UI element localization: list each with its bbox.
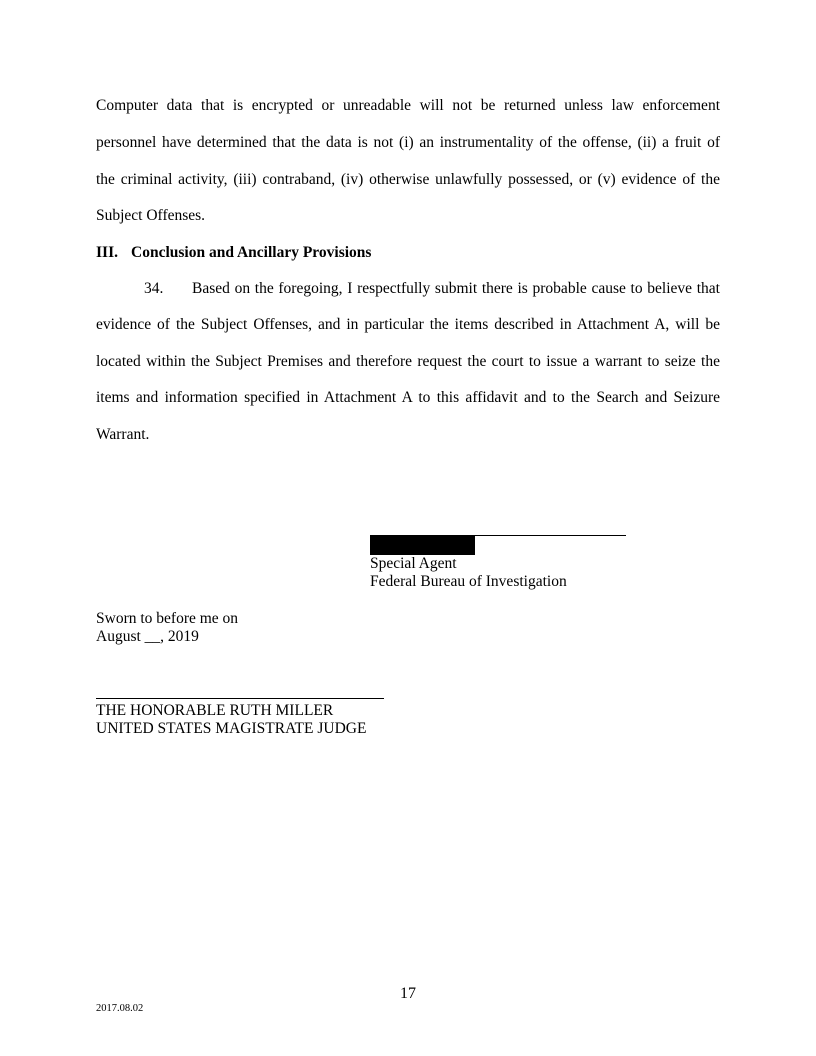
judge-signature-line (96, 698, 384, 699)
form-version-code: 2017.08.02 (96, 1003, 144, 1014)
paragraph-line: evidence of the Subject Offenses, and in particular the items described in Attachment A, will be (96, 316, 720, 333)
paragraph-line: Warrant. (96, 426, 150, 443)
paragraph-line: personnel have determined that the data is not (i) an instrumentality of the offense, (ii) a fruit of (96, 134, 720, 151)
sworn-date: August __, 2019 (96, 628, 199, 645)
section-title: Conclusion and Ancillary Provisions (131, 244, 372, 261)
affiant-agency: Federal Bureau of Investigation (370, 573, 567, 590)
section-heading (96, 244, 371, 262)
affiant-title: Special Agent (370, 555, 457, 572)
section-number: III. (96, 244, 118, 261)
page-number: 17 (400, 985, 416, 1002)
sworn-line-1: Sworn to before me on (96, 610, 239, 627)
paragraph-line: Subject Offenses. (96, 207, 206, 224)
paragraph-first-line (144, 280, 720, 300)
paragraph-line: located within the Subject Premises and therefore request the court to issue a warrant to seize the (96, 353, 720, 370)
judge-name: THE HONORABLE RUTH MILLER (96, 702, 334, 719)
paragraph-line: the criminal activity, (iii) contraband, (iv) otherwise unlawfully possessed, or (v) evidence of the (96, 171, 720, 188)
redacted-name-block (370, 536, 475, 555)
judge-title: UNITED STATES MAGISTRATE JUDGE (96, 720, 367, 737)
paragraph-number: 34. (144, 280, 164, 297)
paragraph-line-text: Based on the foregoing, I respectfully submit there is probable cause to believe that (192, 280, 720, 297)
paragraph-line: Computer data that is encrypted or unreadable will not be returned unless law enforcement (96, 97, 720, 114)
paragraph-line: items and information specified in Attachment A to this affidavit and to the Search and Seizure (96, 389, 720, 406)
